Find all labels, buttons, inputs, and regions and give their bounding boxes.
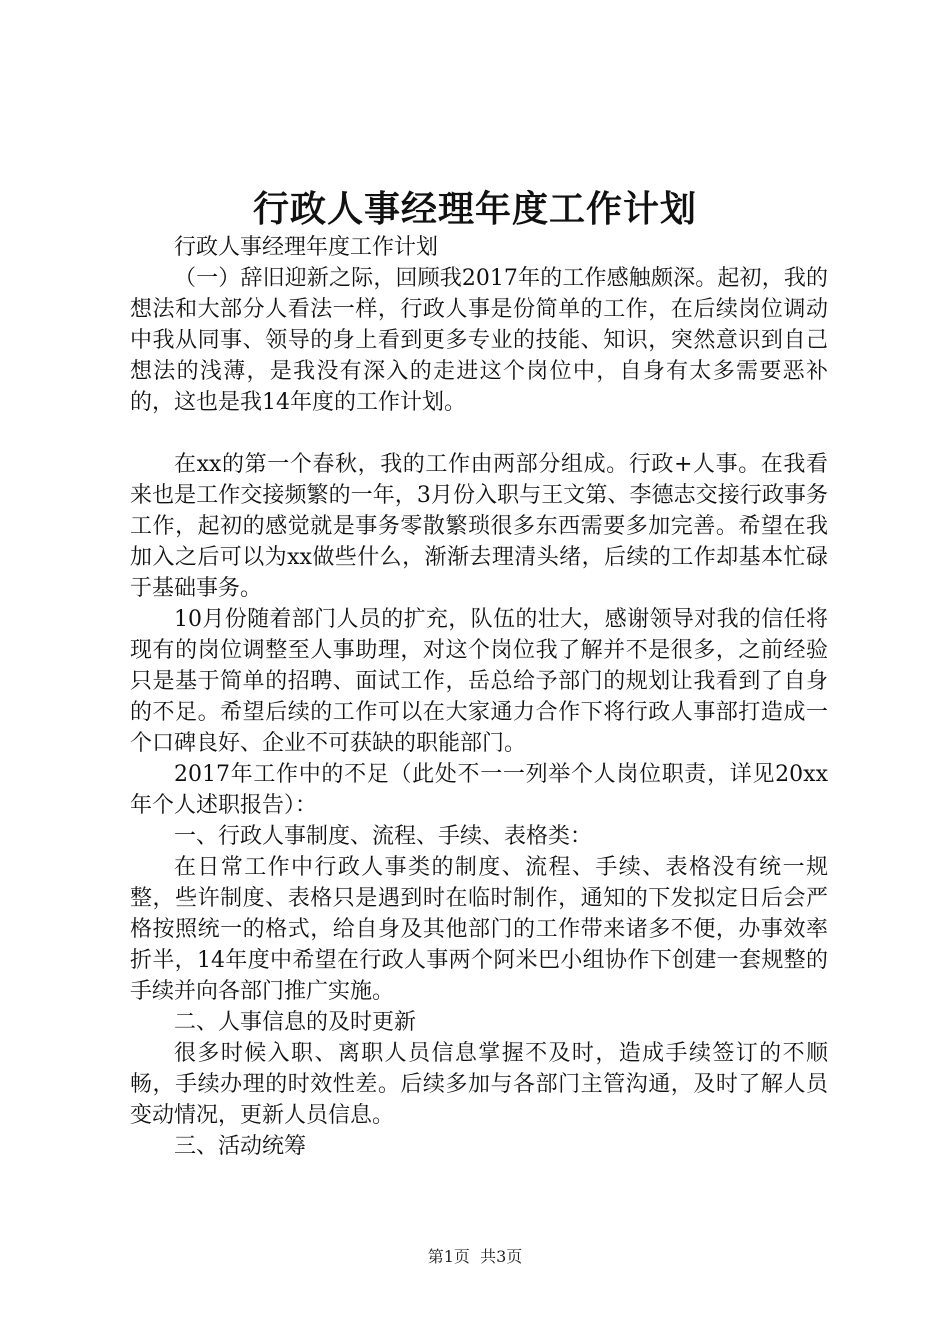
paragraph-section-1: 在日常工作中行政人事类的制度、流程、手续、表格没有统一规整，些许制度、表格只是遇到时在临时制作，通知的下发拟定日后会严格按照统一的格式，给自身及其他部门的工作带来诸多不便，办事效率折半，14年度中希望在行政人事两个阿米巴小组协作下创建一套规整的手续并向各部门推广实施。 bbox=[130, 855, 828, 1004]
paragraph-october: 10月份随着部门人员的扩充，队伍的壮大，感谢领导对我的信任将现有的岗位调整至人事助理，对这个岗位我了解并不是很多，之前经验只是基于简单的招聘、面试工作，岳总给予部门的规划让我看到了自身的不足。希望后续的工作可以在大家通力合作下将行政人事部打造成一个口碑良好、企业不可获缺的职能部门。 bbox=[130, 607, 828, 756]
paragraph-gap bbox=[130, 418, 828, 449]
page-number: 第1页 bbox=[427, 1247, 470, 1266]
paragraph-shortcomings-intro: 2017年工作中的不足（此处不一一列举个人岗位职责，详见20xx年个人述职报告）： bbox=[130, 762, 828, 818]
subtitle-paragraph: 行政人事经理年度工作计划 bbox=[174, 235, 439, 260]
paragraph-section-2: 很多时候入职、离职人员信息掌握不及时，造成手续签订的不顺畅，手续办理的时效性差。后续多加与各部门主管沟通，及时了解人员变动情况，更新人员信息。 bbox=[130, 1041, 828, 1128]
paragraph-first-year: 在xx的第一个春秋，我的工作由两部分组成。行政+人事。在我看来也是工作交接频繁的一年，3月份入职与王文第、李德志交接行政事务工作，起初的感觉就是事务零散繁琐很多东西需要多加完善。希望在我加入之后可以为xx做些什么，渐渐去理清头绪，后续的工作却基本忙碌于基础事务。 bbox=[130, 452, 828, 601]
document-title: 行政人事经理年度工作计划 bbox=[252, 188, 697, 230]
section-heading-2: 二、人事信息的及时更新 bbox=[174, 1010, 417, 1035]
section-heading-3: 三、活动统筹 bbox=[174, 1134, 307, 1159]
page-footer bbox=[0, 1245, 950, 1269]
document-body bbox=[130, 232, 828, 1162]
page-total: 共3页 bbox=[480, 1247, 523, 1266]
paragraph-review: （一）辞旧迎新之际，回顾我2017年的工作感触颇深。起初，我的想法和大部分人看法一样，行政人事是份简单的工作，在后续岗位调动中我从同事、领导的身上看到更多专业的技能、知识，突然意识到自己想法的浅薄，是我没有深入的走进这个岗位中，自身有太多需要恶补的，这也是我14年度的工作计划。 bbox=[130, 266, 828, 415]
section-heading-1: 一、行政人事制度、流程、手续、表格类： bbox=[174, 824, 593, 849]
